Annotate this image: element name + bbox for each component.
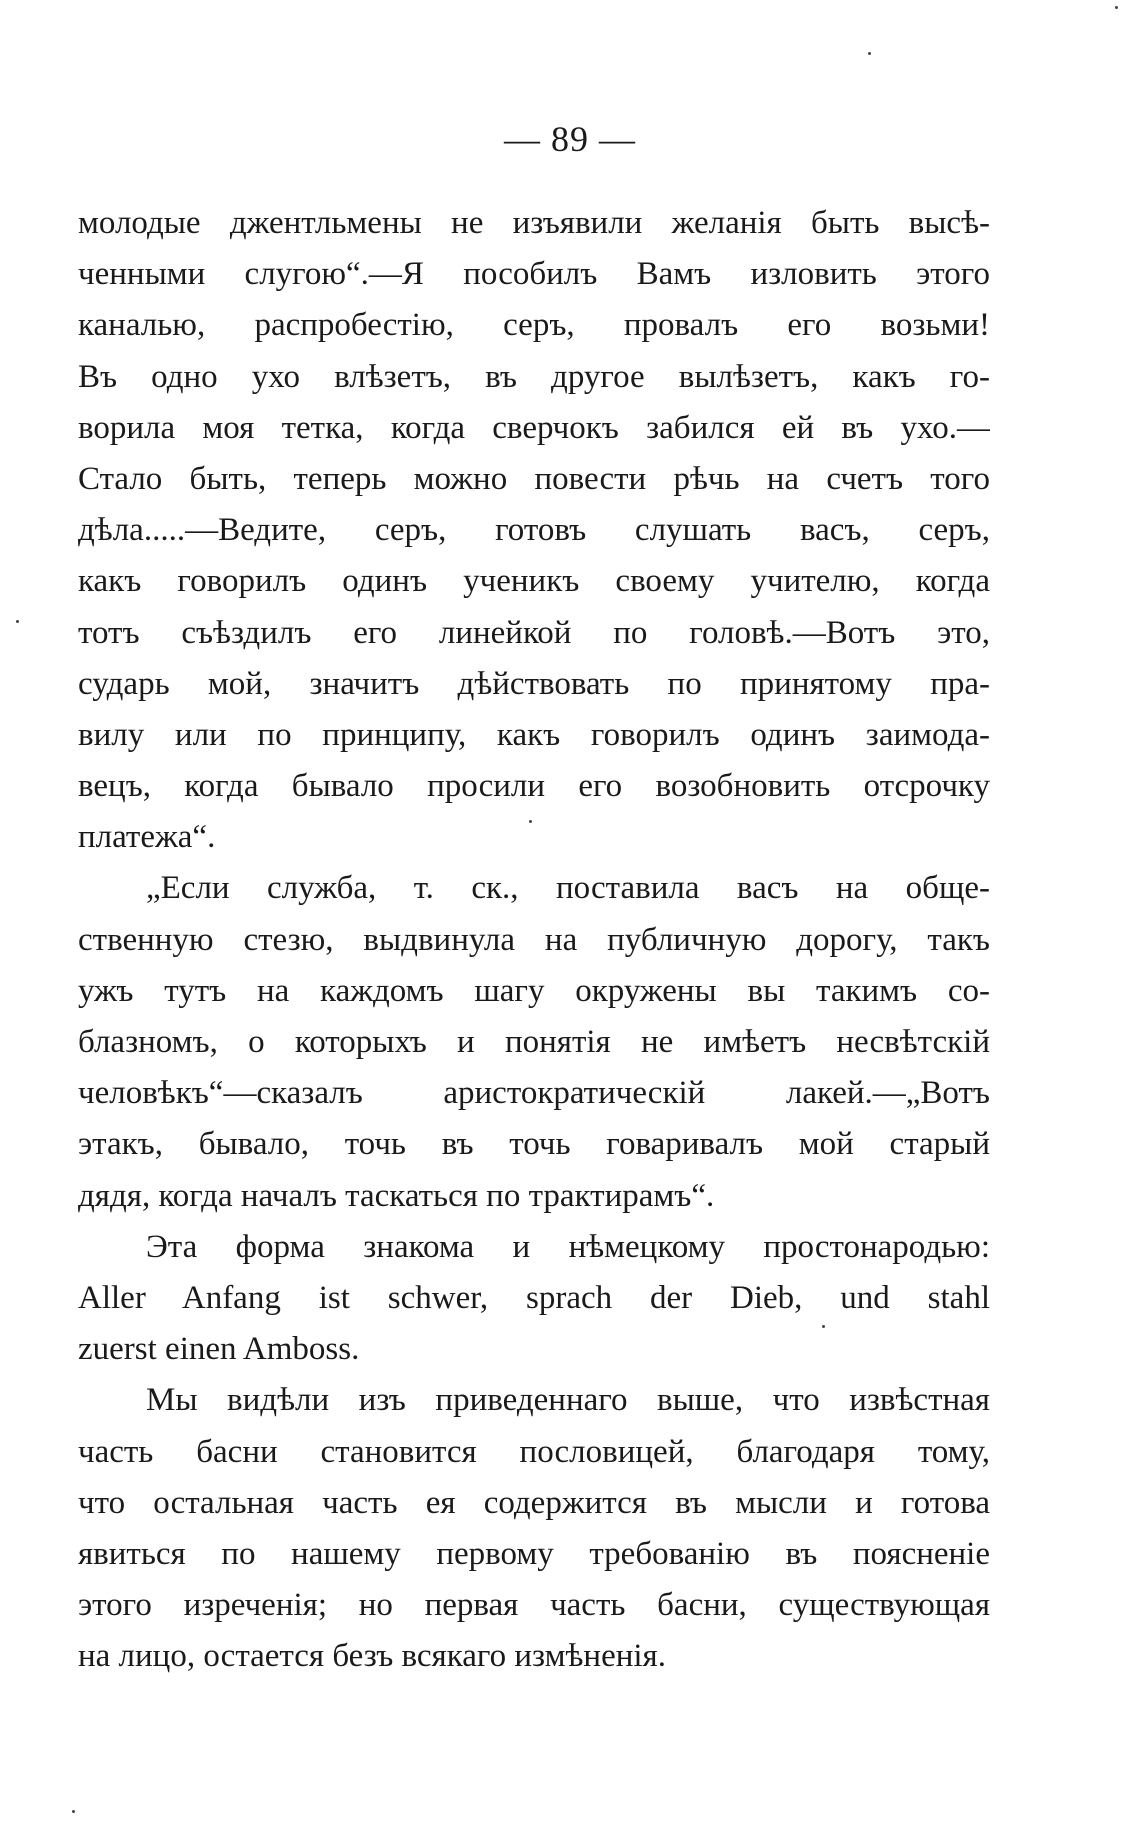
text-line: вилу или по принципу, какъ говорилъ одинъ заимода-: [78, 716, 990, 753]
text-line: ворила моя тетка, когда сверчокъ забился ей въ ухо.—: [78, 409, 990, 446]
text-line: дѣла.....—Ведите, серъ, готовъ слушать васъ, серъ,: [78, 512, 990, 549]
text-line: на лицо, остается безъ всякаго измѣненія.: [78, 1638, 666, 1675]
text-line: Эта форма знакома и нѣмецкому простонародью:: [146, 1228, 990, 1265]
scan-speck: [529, 820, 532, 823]
body-text: [78, 198, 990, 1682]
text-line: что остальная часть ея содержится въ мысли и готова: [78, 1484, 990, 1521]
text-line: человѣкъ“—сказалъ аристократическій лакей.—„Вотъ: [78, 1075, 990, 1112]
text-line: этого изреченія; но первая часть басни, существующая: [78, 1587, 990, 1624]
text-line: сударь мой, значитъ дѣйствовать по принятому пра-: [78, 665, 990, 702]
text-line: „Если служба, т. ск., поставила васъ на обще-: [146, 870, 990, 907]
text-line: явиться по нашему первому требованію въ поясненіе: [78, 1535, 990, 1572]
text-line: блазномъ, о которыхъ и понятія не имѣетъ несвѣтскій: [78, 1024, 990, 1060]
text-line: ственную стезю, выдвинула на публичную дорогу, такъ: [78, 921, 990, 958]
text-line: каналью, распробестію, серъ, провалъ его возьми!: [78, 307, 990, 344]
text-line: ченными слугою“.—Я пособилъ Вамъ изловить этого: [78, 256, 990, 293]
scan-speck: [1115, 6, 1118, 9]
text-line: этакъ, бывало, точь въ точь говаривалъ мой старый: [78, 1126, 990, 1163]
scan-speck: [868, 52, 871, 55]
text-line: Въ одно ухо влѣзетъ, въ другое вылѣзетъ, какъ го-: [78, 358, 990, 395]
text-line: платежа“.: [78, 819, 216, 856]
text-line: молодые джентльмены не изъявили желанія быть высѣ-: [78, 205, 990, 241]
text-line: дядя, когда началъ таскаться по трактирамъ“.: [78, 1177, 715, 1214]
scan-speck: [16, 620, 19, 623]
text-line: Мы видѣли изъ приведеннаго выше, что извѣстная: [146, 1382, 990, 1419]
scan-speck: [822, 1325, 825, 1328]
text-line: тотъ съѣздилъ его линейкой по головѣ.—Вотъ это,: [78, 614, 990, 651]
text-line: какъ говорилъ одинъ ученикъ своему учителю, когда: [78, 563, 990, 600]
text-line: ужъ тутъ на каждомъ шагу окружены вы такимъ со-: [78, 972, 990, 1009]
text-line: Стало быть, теперь можно повести рѣчь на счетъ того: [78, 460, 990, 497]
page-number: — 89 —: [504, 119, 636, 159]
scan-speck: [72, 1810, 75, 1813]
text-line: вецъ, когда бывало просили его возобновить отсрочку: [78, 768, 990, 805]
text-line: Aller Anfang ist schwer, sprach der Dieb, und stahl: [78, 1279, 990, 1316]
text-line: часть басни становится пословицей, благодаря тому,: [78, 1433, 990, 1470]
text-line: zuerst einen Amboss.: [78, 1331, 360, 1368]
